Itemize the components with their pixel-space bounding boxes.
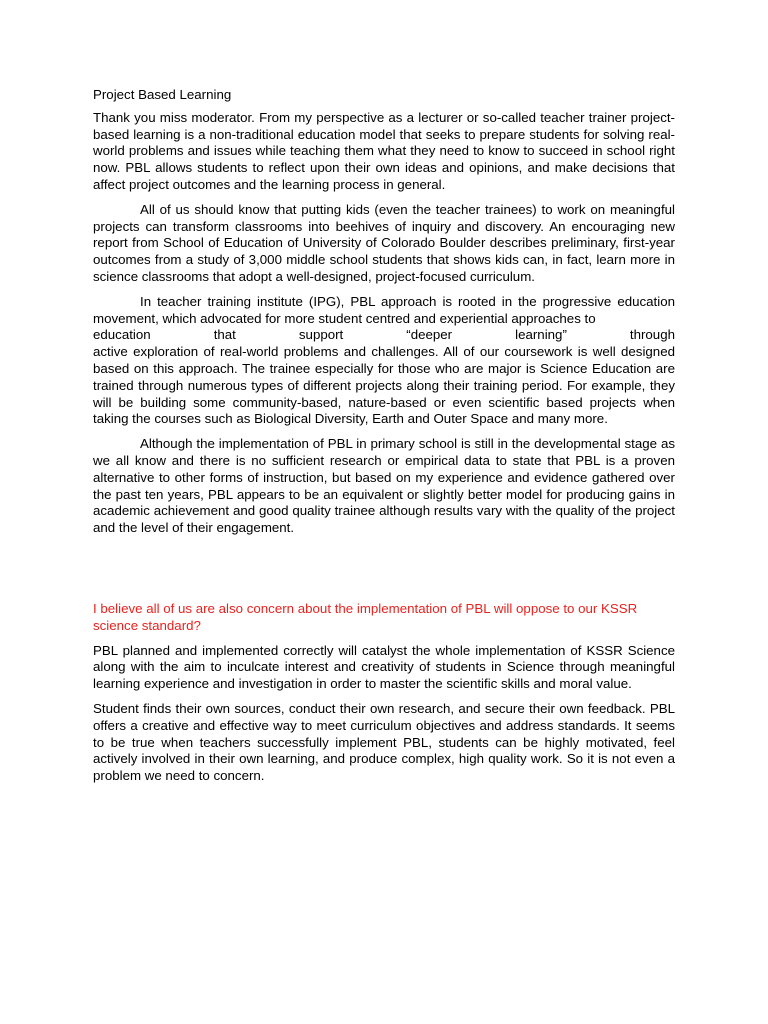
document-page	[93, 87, 675, 793]
paragraph-teacher-training-line2: education that support “deeper learning” through	[93, 327, 675, 343]
paragraph-teacher-training-rest: active exploration of real-world problems and challenges. All of our coursework is well designed based on this approach. The trainee especially for those who are major is Science Education are trained through numerous types of different projects along their training period. For example, they will be building some community-based, nature-based or even scientific based projects when taking the courses such as Biological Diversity, Earth and Outer Space and many more.	[93, 344, 675, 427]
document-title: Project Based Learning	[93, 87, 232, 102]
paragraph-implementation: Although the implementation of PBL in primary school is still in the developmental stage as we all know and there is no sufficient research or empirical data to state that PBL is a proven alternative to other forms of instruction, but based on my experience and evidence gathered over the past ten years, PBL appears to be an equivalent or slightly better model for producing gains in academic achievement and good quality trainee although results vary with the quality of the project and the level of their engagement.	[93, 436, 675, 536]
answer-paragraph-2: Student finds their own sources, conduct their own research, and secure their own feedback. PBL offers a creative and effective way to meet curriculum objectives and address standards. It seems to be true when teachers successfully implement PBL, students can be highly motivated, feel actively involved in their own learning, and produce complex, high quality work. So it is not even a problem we need to concern.	[93, 700, 675, 784]
section-gap	[93, 545, 675, 601]
answer-paragraph-1: PBL planned and implemented correctly will catalyst the whole implementation of KSSR Science along with the aim to inculcate interest and creativity of students in Science through meaningful learning experience and investigation in order to master the scientific skills and moral value.	[93, 642, 675, 692]
paragraph-meaningful-projects: All of us should know that putting kids (even the teacher trainees) to work on meaningful projects can transform classrooms into beehives of inquiry and discovery. An encouraging new report from School of Education of University of Colorado Boulder describes preliminary, first-year outcomes from a study of 3,000 middle school students that shows kids can, in fact, learn more in science classrooms that adopt a well-designed, project-focused curriculum.	[93, 201, 675, 284]
paragraph-teacher-training	[93, 294, 675, 428]
paragraph-intro: Thank you miss moderator. From my perspective as a lecturer or so-called teacher trainer project-based learning is a non-traditional education model that seeks to prepare students for solving real-world problems and issues while teaching them what they need to know to succeed in school right now. PBL allows students to reflect upon their own ideas and opinions, and make decisions that affect project outcomes and the learning process in general.	[93, 109, 675, 192]
question-kssr: I believe all of us are also concern about the implementation of PBL will oppose to our KSSR science standard?	[93, 600, 638, 633]
paragraph-teacher-training-line1: In teacher training institute (IPG), PBL approach is rooted in the progressive education movement, which advocated for more student centred and experiential approaches to	[93, 293, 675, 326]
